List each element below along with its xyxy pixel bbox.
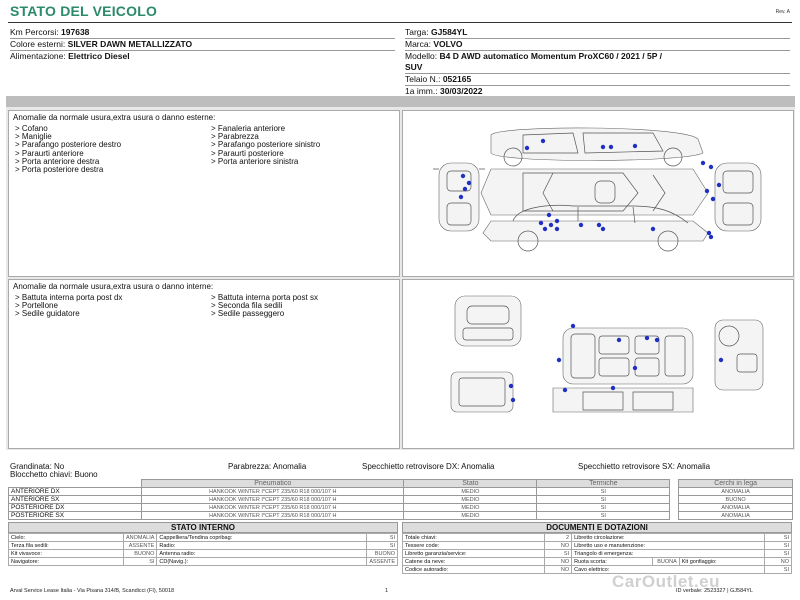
km-row: Km Percorsi: 197638 bbox=[10, 27, 90, 37]
revision-label: Rev. A bbox=[775, 9, 790, 15]
list-item: > Sedile guidatore bbox=[15, 309, 80, 319]
watermark-logo: CarOutlet.eu bbox=[612, 572, 721, 591]
brand-row: Marca: VOLVO bbox=[405, 39, 463, 49]
external-damage-title: Anomalie da normale usura,extra usura o danno esterne: bbox=[13, 113, 216, 122]
table-row: Tessere code: NO Libretto uso e manutenzione: SI bbox=[403, 542, 792, 550]
car-rear-view bbox=[715, 163, 761, 231]
internal-damage-list-2 bbox=[211, 294, 396, 319]
table-row: Codice autoradio: NO Cavo elettrico: SI bbox=[403, 566, 792, 574]
table-row: Navigatore: SI CD(Navig.): ASSENTE bbox=[9, 558, 398, 566]
car-trunk-view bbox=[451, 372, 513, 412]
table-row: POSTERIORE SX HANKOOK WINTER I*CEPT 235/60 R18 000/107 H MEDIO SI ANOMALIA bbox=[9, 512, 793, 520]
table-row: ANTERIORE SX HANKOOK WINTER I*CEPT 235/60 R18 000/107 H MEDIO SI BUONO bbox=[9, 496, 793, 504]
table-row: Terza fila sedili: ASSENTE Radio: SI bbox=[9, 542, 398, 550]
documents-title: DOCUMENTI E DOTAZIONI bbox=[402, 522, 792, 533]
list-item: > Porta anteriore destra bbox=[15, 156, 100, 166]
car-top-view bbox=[491, 128, 703, 166]
car-dashboard-view bbox=[715, 320, 763, 390]
list-item: > Sedile passeggero bbox=[211, 309, 285, 319]
hail-status: Grandinata: No bbox=[10, 462, 65, 471]
col-header-thermal: Termiche bbox=[537, 480, 670, 488]
list-item: > Parafango posteriore destro bbox=[15, 140, 122, 150]
documents-table bbox=[402, 533, 792, 574]
car-side-view-top bbox=[481, 169, 708, 215]
key-block-status: Blocchetto chiavi: Buono bbox=[10, 470, 98, 479]
list-item: > Battuta interna porta post dx bbox=[15, 293, 123, 302]
list-item: > Fanaleria anteriore bbox=[211, 124, 286, 133]
vehicle-info-right bbox=[405, 27, 790, 97]
table-row: Cielo: ANOMALIA Cappelliera/Tendina copribag: SI bbox=[9, 534, 398, 542]
list-item: > Parabrezza bbox=[211, 132, 259, 142]
list-item: > Portellone bbox=[15, 301, 58, 311]
external-damage-list-1 bbox=[15, 125, 210, 174]
col-header-tire: Pneumatico bbox=[142, 480, 404, 488]
model-row: Modello: B4 D AWD automatico Momentum ProXC60 / 2021 / 5P / bbox=[405, 51, 662, 61]
car-side-interior-view bbox=[553, 388, 693, 412]
car-interior-top-view bbox=[563, 328, 693, 384]
internal-damage-panel bbox=[8, 279, 400, 449]
header-divider bbox=[8, 22, 792, 23]
registration-row: 1a imm.: 30/03/2022 bbox=[405, 86, 483, 96]
car-rear-seats-view bbox=[455, 296, 521, 346]
list-item: > Seconda fila sedili bbox=[211, 301, 283, 311]
separator-bar bbox=[6, 96, 795, 107]
windshield-status: Parabrezza: Anomalia bbox=[228, 462, 307, 471]
list-item: > Parafango posteriore sinistro bbox=[211, 140, 321, 150]
vehicle-info-left bbox=[10, 27, 395, 62]
col-header-state: Stato bbox=[404, 480, 537, 488]
mirror-dx-status: Specchietto retrovisore DX: Anomalia bbox=[362, 462, 495, 471]
internal-car-diagram bbox=[402, 279, 794, 449]
mirror-sx-status: Specchietto retrovisore SX: Anomalia bbox=[578, 462, 711, 471]
list-item: > Paraurti anteriore bbox=[15, 148, 84, 158]
table-row: ANTERIORE DX HANKOOK WINTER I*CEPT 235/60 R18 000/107 H MEDIO SI ANOMALIA bbox=[9, 488, 793, 496]
col-header-rims: Cerchi in lega bbox=[679, 480, 793, 488]
footer-report-id: ID verbale: 2523327 | GJ584YL bbox=[676, 588, 753, 594]
list-item: > Porta posteriore destra bbox=[15, 165, 104, 175]
plate-row: Targa: GJ584YL bbox=[405, 27, 468, 37]
tires-table bbox=[8, 479, 793, 520]
table-row: Catene da neve: NO Ruota scorta: BUONA Kit gonfiaggio: NO bbox=[403, 558, 792, 566]
list-item: > Battuta interna porta post sx bbox=[211, 293, 318, 302]
internal-damage-title: Anomalie da normale usura,extra usura o danno interne: bbox=[13, 282, 214, 291]
internal-damage-list-1 bbox=[15, 294, 210, 319]
table-row: Totale chiavi: 2 Libretto circolazione: SI bbox=[403, 534, 792, 542]
list-item: > Porta anteriore sinistra bbox=[211, 156, 299, 166]
footer-page-number: 1 bbox=[385, 588, 389, 594]
list-item: > Paraurti posteriore bbox=[211, 148, 284, 158]
internal-state-title: STATO INTERNO bbox=[8, 522, 398, 533]
footer-company: Arval Service Lease Italia - Via Pisana 314/B, Scandicci (FI), 50018 bbox=[10, 588, 175, 594]
external-car-diagram bbox=[402, 110, 794, 277]
color-row: Colore esterni: SILVER DAWN METALLIZZATO bbox=[10, 39, 193, 49]
external-damage-list-2 bbox=[211, 125, 396, 166]
table-row: Kit vivavoce: BUONO Antenna radio: BUONO bbox=[9, 550, 398, 558]
list-item: > Maniglie bbox=[15, 132, 52, 142]
internal-state-table bbox=[8, 533, 398, 566]
list-item: > Cofano bbox=[15, 124, 48, 133]
table-row: POSTERIORE DX HANKOOK WINTER I*CEPT 235/60 R18 000/107 H MEDIO SI ANOMALIA bbox=[9, 504, 793, 512]
chassis-row: Telaio N.: 052165 bbox=[405, 74, 472, 84]
table-row: Libretto garanzia/service: SI Triangolo di emergenza: SI bbox=[403, 550, 792, 558]
fuel-row: Alimentazione: Elettrico Diesel bbox=[10, 51, 130, 61]
model-row-2: SUV bbox=[405, 62, 423, 72]
external-damage-panel bbox=[8, 110, 400, 277]
page-title: STATO DEL VEICOLO bbox=[10, 3, 158, 19]
